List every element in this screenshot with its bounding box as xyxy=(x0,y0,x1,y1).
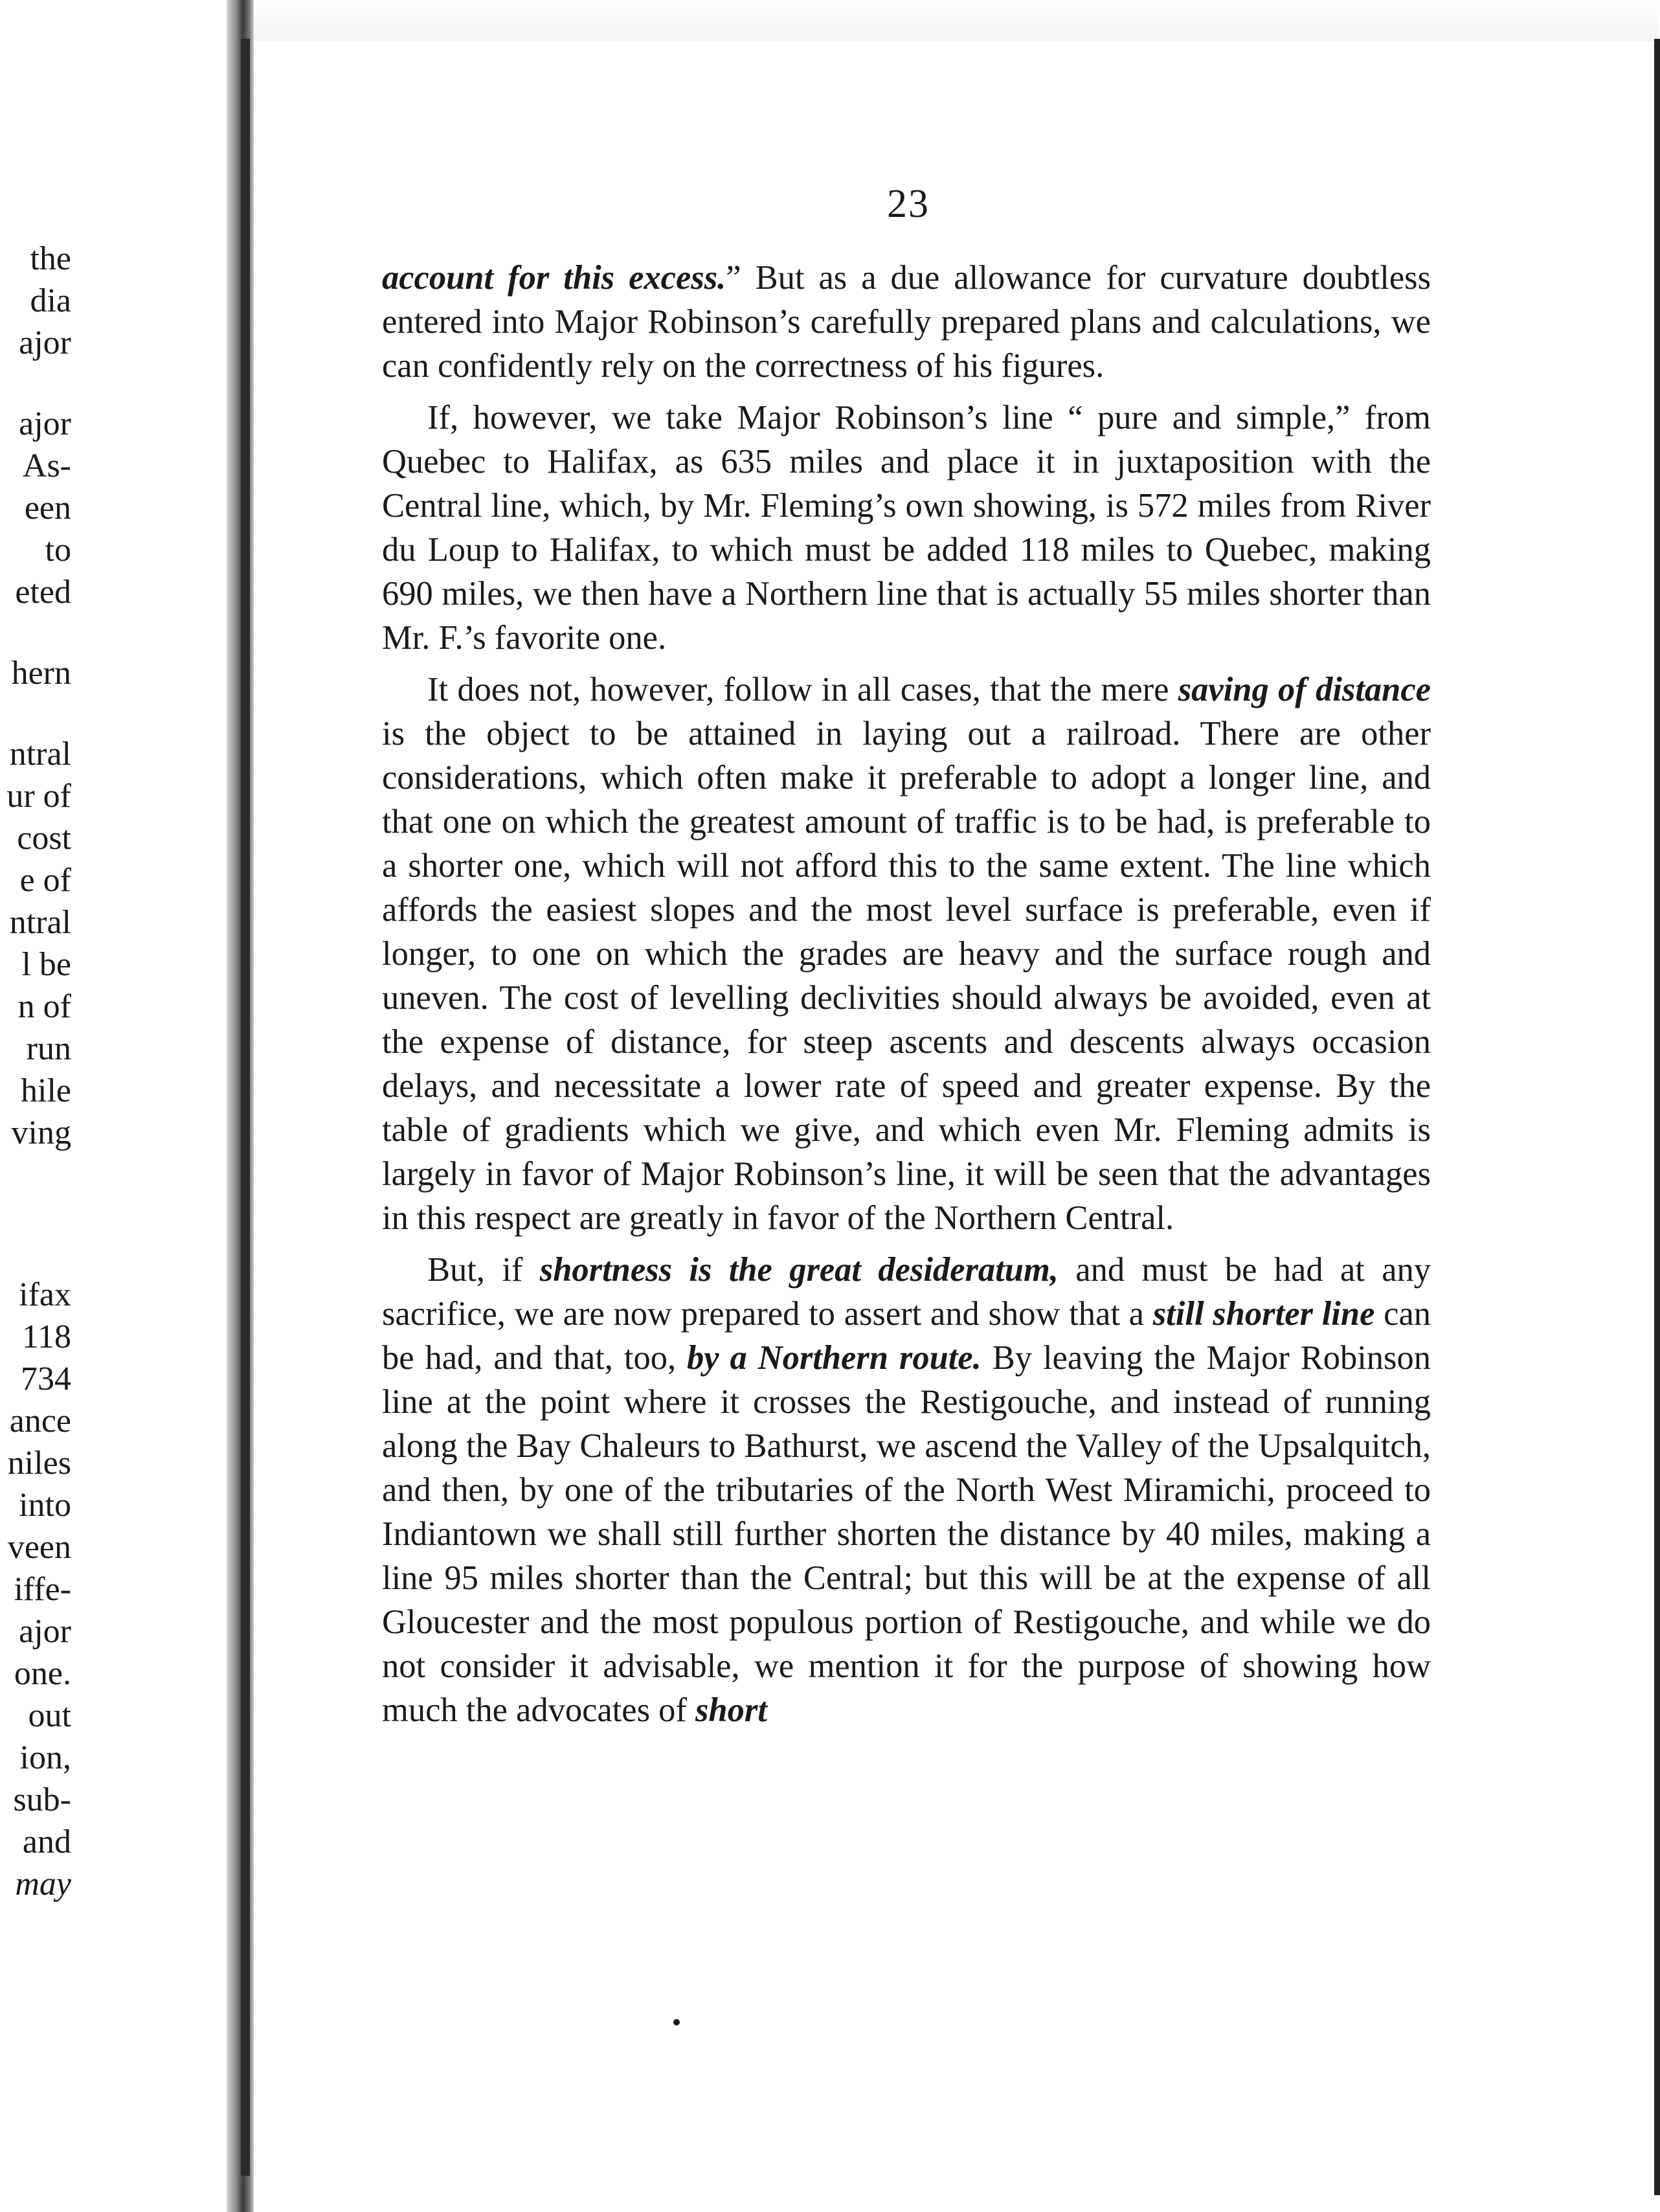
paragraph xyxy=(382,256,1431,388)
right-page-edge xyxy=(1654,39,1660,2195)
paragraph xyxy=(382,668,1431,1240)
italic-phrase: short xyxy=(695,1691,767,1729)
left-page-fragment: may xyxy=(15,1866,71,1902)
left-page-fragment: and xyxy=(22,1823,71,1860)
text-run: But, if xyxy=(427,1251,540,1289)
italic-phrase: shortness is the great desideratum, xyxy=(539,1251,1059,1289)
left-page-fragment: l be xyxy=(21,946,71,983)
left-page-fragment: the xyxy=(30,240,71,277)
left-page-fragment: een xyxy=(24,490,71,526)
left-page-fragment: iffe- xyxy=(14,1571,71,1608)
left-page-fragment: ajor xyxy=(19,405,71,442)
left-page-fragment: out xyxy=(28,1697,71,1734)
left-page-fragment: ance xyxy=(9,1403,71,1439)
left-page-fragment: to xyxy=(45,532,71,569)
left-page-fragment: ajor xyxy=(19,324,71,361)
left-page-fragment: eted xyxy=(15,574,71,611)
left-page-fragment: cost xyxy=(17,820,71,857)
left-page-fragment: ntral xyxy=(9,736,71,773)
text-run: and must be had at any sacrifice, we are now prepared to assert and show that a xyxy=(382,1251,1431,1333)
text-run: ” But as a due allowance for curvature doubtless entered into Major Robinson’s carefully prepared plans and calculations, we can confidently rely on the correctness of his figures. xyxy=(382,259,1431,385)
paragraph xyxy=(382,396,1431,660)
left-page-fragment: veen xyxy=(7,1529,71,1566)
left-page-fragment: ntral xyxy=(9,904,71,941)
left-page-fragment: 118 xyxy=(21,1318,71,1355)
text-run: If, however, we take Major Robinson’s line “ pure and simple,” from Quebec to Halifax, as 635 miles and place it in juxtaposition with the Central line, which, by Mr. Fleming’s own showing, is 572 miles from River du Loup to Halifax, to which must be added 118 miles to Quebec, making 690 miles, we then have a Northern line that is actually 55 miles shorter than Mr. F.’s favorite one. xyxy=(382,399,1431,657)
left-page-fragment: niles xyxy=(7,1445,71,1482)
left-page-fragment: 734 xyxy=(21,1360,71,1397)
left-page-fragment: into xyxy=(19,1487,71,1524)
left-page-fragment: n of xyxy=(17,988,71,1025)
left-page-fragment: dia xyxy=(30,282,71,319)
italic-phrase: still shorter line xyxy=(1152,1295,1375,1333)
page-top-edge xyxy=(254,0,1659,41)
ink-speck xyxy=(673,2019,680,2026)
paragraph xyxy=(382,1248,1431,1732)
text-run: By leaving the Major Robinson line at the point where it crosses the Restigouche, and instead of running along the Bay Chaleurs to Bathurst, we ascend the Valley of the Upsalquitch, and then, by one of the tributaries of the North West Miramichi, proceed to Indiantown we shall still further shorten the distance by 40 miles, making a line 95 miles shorter than the Central; but this will be at the expense of all Gloucester and the most populous portion of Restigouche, and while we do not consider it advisable, we mention it for the purpose of showing how much the advocates of xyxy=(382,1339,1431,1729)
left-page-fragment: hern xyxy=(11,655,71,692)
italic-phrase: account for this excess. xyxy=(382,259,726,297)
left-page-fragment: e of xyxy=(19,862,71,899)
left-page-fragment: ving xyxy=(11,1114,71,1151)
left-page-fragment: hile xyxy=(21,1072,71,1109)
left-page-fragment: As- xyxy=(22,447,71,484)
text-run: is the object to be attained in laying out a railroad. There are other considerations, which often make it preferable to adopt a longer line, and that one on which the greatest amount of traffic is to be had, is preferable to a shorter one, which will not afford this to the same extent. The line which affords the easiest slopes and the most level surface is preferable, even if longer, to one on which the grades are heavy and the surface rough and uneven. The cost of levelling declivities should always be avoided, even at the expense of distance, for steep ascents and descents always occasion delays, and necessitate a lower rate of speed and greater expense. By the table of gradients which we give, and which even Mr. Fleming admits is largely in favor of Major Robinson’s line, it will be seen that the advantages in this respect are greatly in favor of the Northern Central. xyxy=(382,715,1431,1237)
left-page-fragment: ur of xyxy=(6,778,71,815)
left-page-fragment: sub- xyxy=(13,1781,71,1818)
text-run: It does not, however, follow in all cases, that the mere xyxy=(427,671,1178,708)
page-number: 23 xyxy=(887,182,930,226)
left-page-fragment: ion, xyxy=(19,1739,71,1776)
text-run: can be had, and that, too, xyxy=(382,1295,1431,1377)
gutter-binding-line xyxy=(241,39,250,2176)
left-page-fragment: ajor xyxy=(19,1613,71,1650)
left-page-fragment: one. xyxy=(14,1655,71,1692)
left-page-fragment: run xyxy=(26,1030,71,1067)
page-body-text xyxy=(382,256,1431,1740)
italic-phrase: saving of distance xyxy=(1178,671,1431,708)
left-page-fragment: ifax xyxy=(19,1276,71,1313)
italic-phrase: by a Northern route. xyxy=(687,1339,981,1377)
